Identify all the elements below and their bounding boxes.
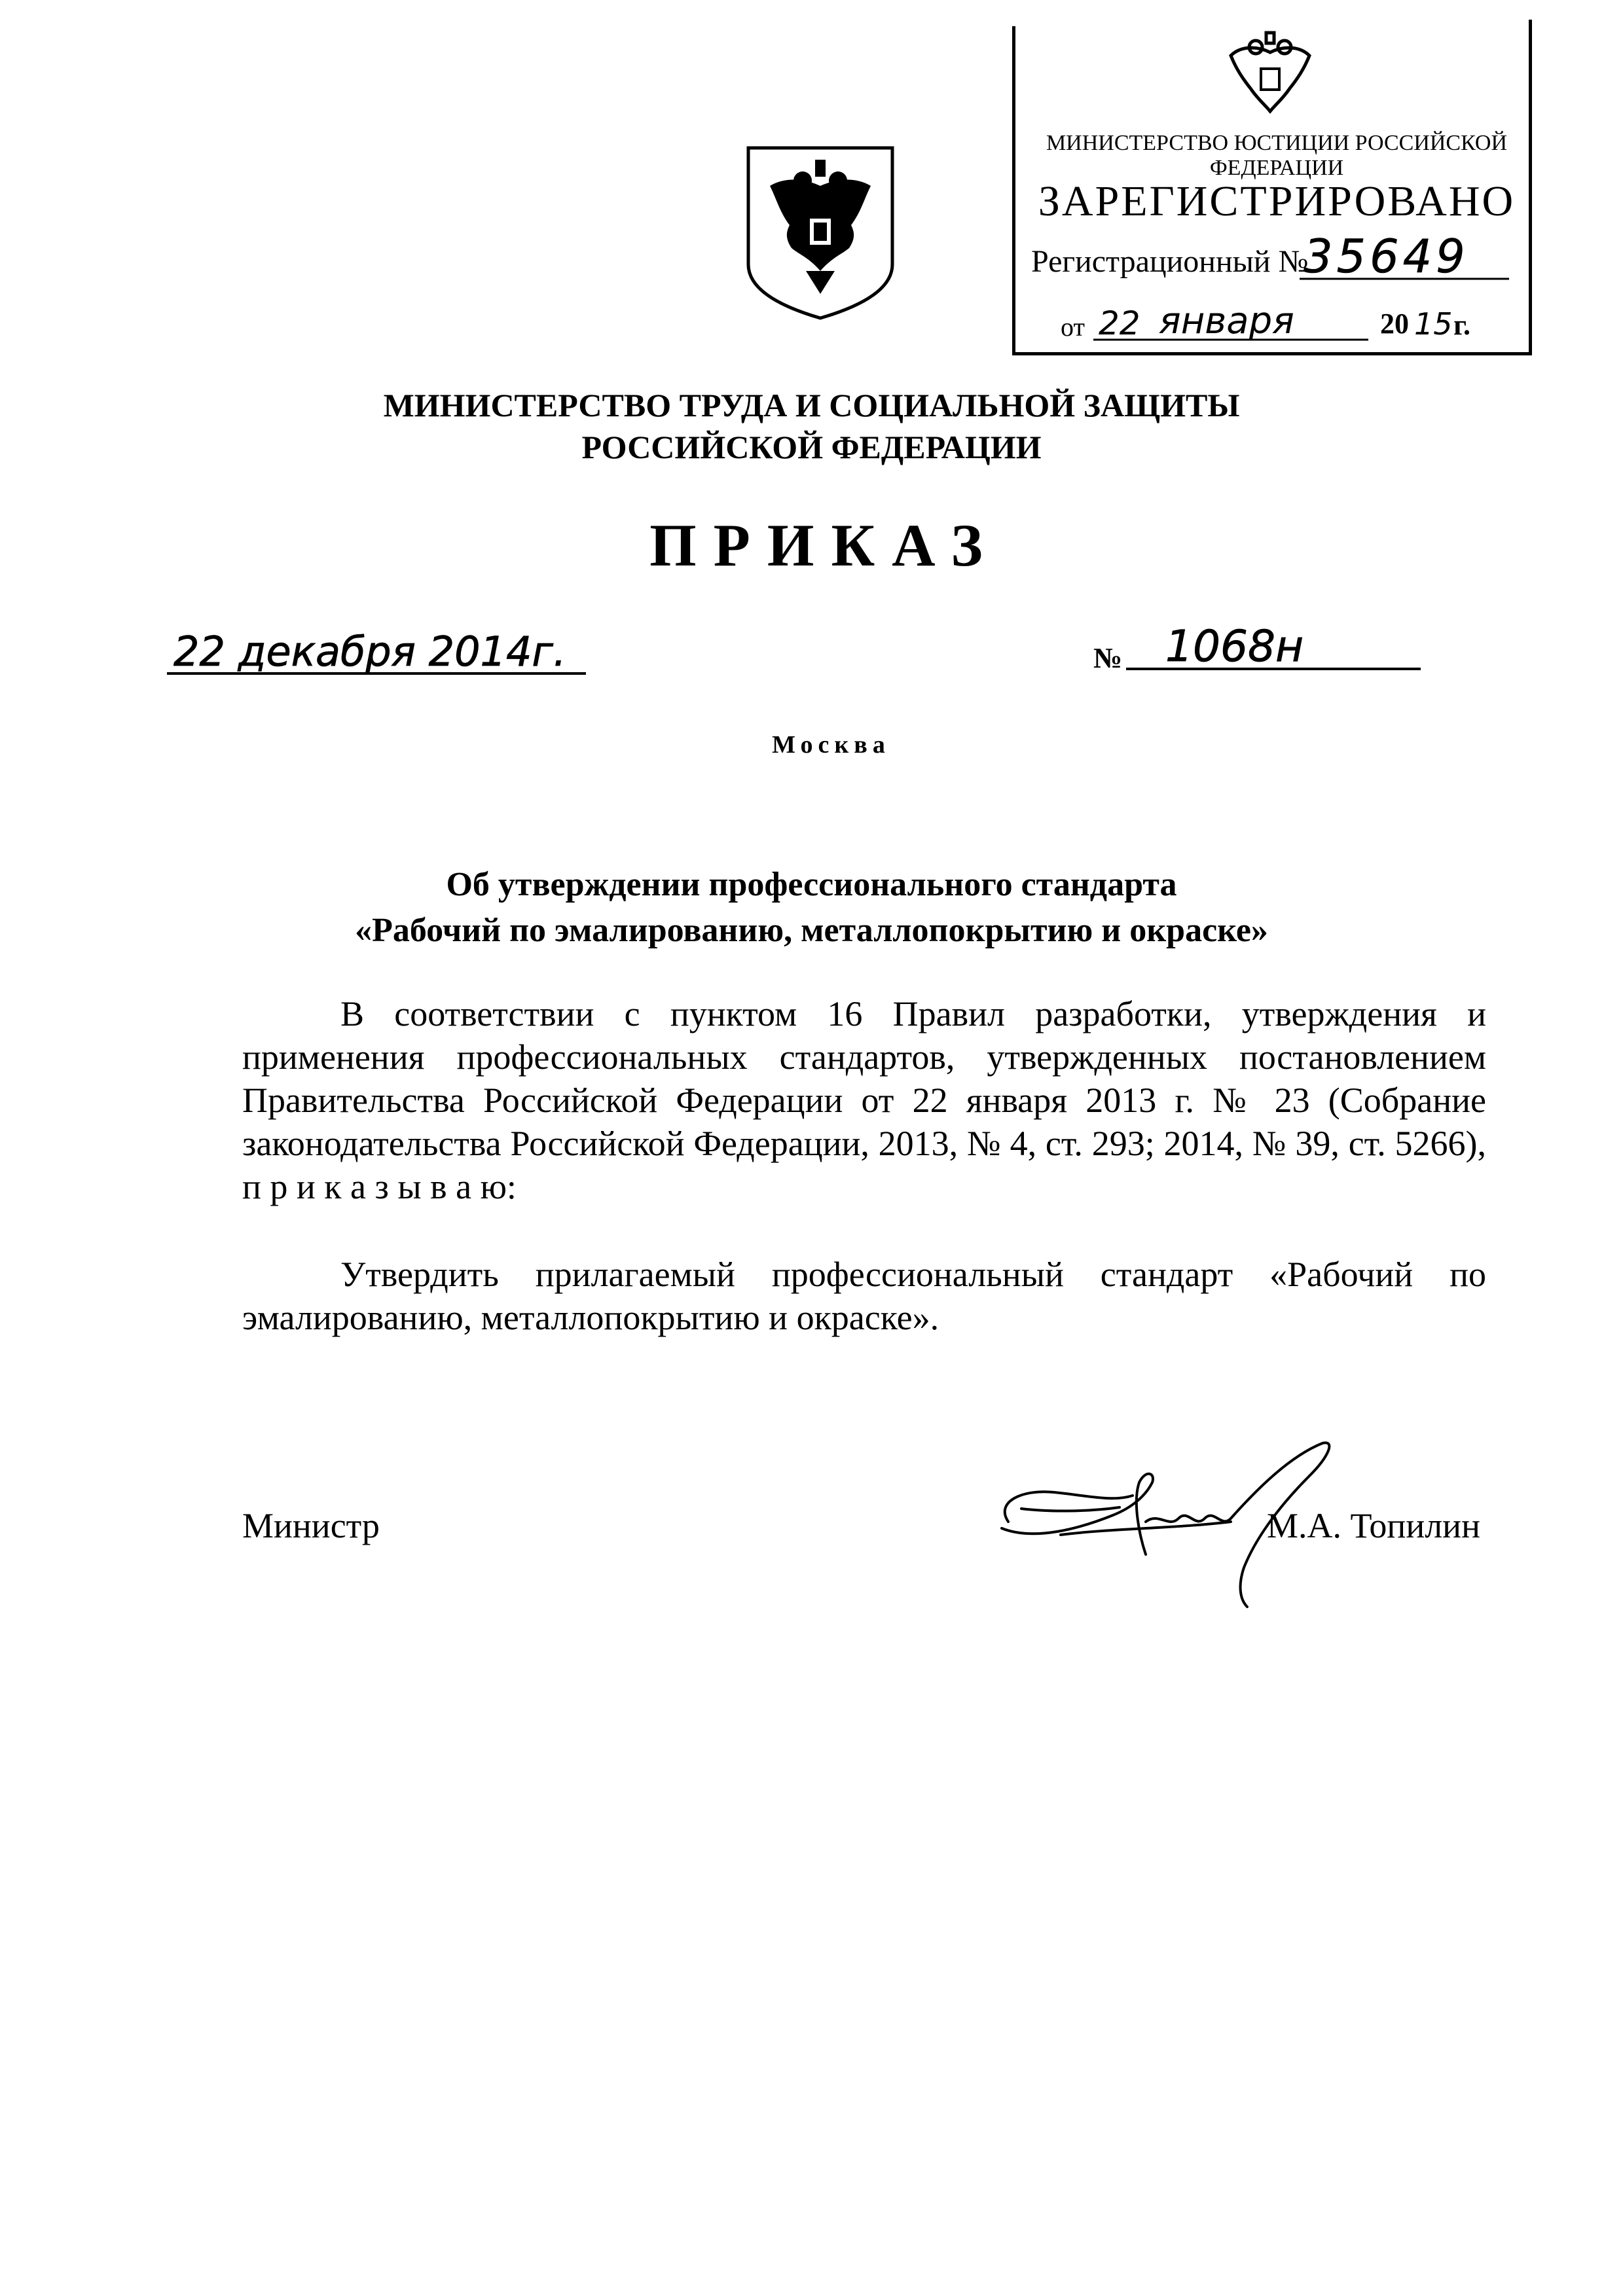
stamp-ministry-name: МИНИСТЕРСТВО ЮСТИЦИИ РОССИЙСКОЙ ФЕДЕРАЦИИ xyxy=(1046,131,1508,180)
svg-text:20: 20 xyxy=(1380,308,1409,340)
document-date-handwritten xyxy=(167,619,599,691)
stamp-registration-number-label: Регистрационный № xyxy=(1031,244,1309,279)
svg-text:от: от xyxy=(1061,312,1085,342)
stamp-border xyxy=(1012,26,1015,353)
document-title-line2: «Рабочий по эмалированию, металлопокрытию и окраске» xyxy=(355,912,1268,949)
svg-text:января: января xyxy=(1159,300,1294,342)
ministry-name-line1: МИНИСТЕРСТВО ТРУДА И СОЦИАЛЬНОЙ ЗАЩИТЫ xyxy=(383,387,1240,423)
stamp-registration-number-handwritten xyxy=(1300,229,1516,288)
svg-text:15: 15 xyxy=(1414,306,1453,342)
ministry-name-line2: РОССИЙСКОЙ ФЕДЕРАЦИИ xyxy=(581,429,1042,465)
coat-of-arms-emblem xyxy=(740,140,900,321)
document-number-handwritten xyxy=(1126,615,1427,687)
signer-name: М.А. Топилин xyxy=(1267,1506,1480,1545)
document-number-label: № xyxy=(1093,642,1123,674)
signer-position: Министр xyxy=(242,1506,380,1545)
stamp-registration-date xyxy=(1061,298,1519,350)
svg-text:1068н: 1068н xyxy=(1165,621,1304,672)
document-title-line1: Об утверждении профессионального стандарта xyxy=(446,866,1177,903)
body-paragraph-order: Утвердить прилагаемый профессиональный стандарт «Рабочий по эмалированию, металлопокрытию и окраске». xyxy=(242,1255,1486,1337)
stamp-border xyxy=(1529,20,1532,355)
svg-text:22: 22 xyxy=(1099,304,1140,342)
stamp-eagle-icon xyxy=(1218,26,1322,124)
city: Москва xyxy=(772,731,890,759)
stamp-registered-label: ЗАРЕГИСТРИРОВАНО xyxy=(1038,177,1516,225)
body-paragraph-basis: В соответствии с пунктом 16 Правил разработки, утверждения и применения профессиональных стандартов, утвержденных постановлением Правительства Российской Федерации от 22 января 2013 г. № 23 (Собрание законодательства Российской Федерации, 2013, № 4, ст. 293; 2014, № 39, ст. 5266), п р и к а з ы в а ю: xyxy=(242,994,1486,1206)
svg-text:22 декабря 2014г.: 22 декабря 2014г. xyxy=(173,628,566,675)
svg-text:35649: 35649 xyxy=(1304,230,1469,283)
document-type: ПРИКАЗ xyxy=(649,512,1000,579)
stamp-border xyxy=(1012,352,1529,355)
svg-text:г.: г. xyxy=(1453,309,1471,341)
